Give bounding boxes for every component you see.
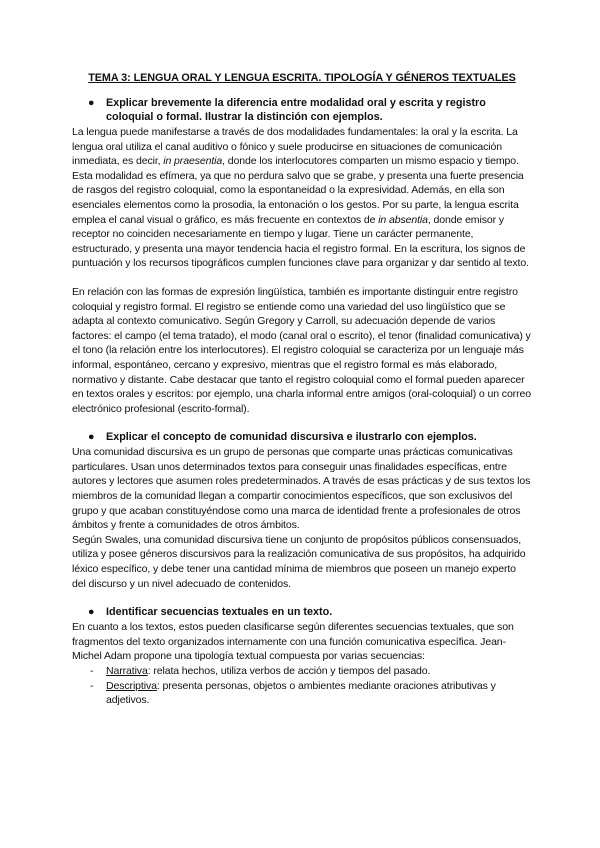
list-item — [72, 664, 532, 679]
section-2-paragraph-2: Según Swales, una comunidad discursiva tiene un conjunto de propósitos públicos consensuados, utiliza y posee géneros discursivos para la realización comunicativa de sus propósitos, ha adquirido léxico específico, y debe tener una cantidad mínima de miembros que poseen un manejo experto del discurso y un nivel adecuado de contenidos. — [72, 533, 526, 590]
page-title: TEMA 3: LENGUA ORAL Y LENGUA ESCRITA. TIPOLOGÍA Y GÉNEROS TEXTUALES — [88, 72, 516, 84]
section-3-paragraph-1: En cuanto a los textos, estos pueden clasificarse según diferentes secuencias textuales, que son fragmentos del texto organizados internamente con una función comunicativa específica. Jean-Michel Adam propone una tipología textual compuesta por varias secuencias: — [72, 621, 514, 663]
list-item-desc: : relata hechos, utiliza verbos de acción y tiempos del pasado. — [147, 665, 431, 677]
document-page — [72, 72, 532, 708]
section-3-heading — [72, 605, 532, 619]
bullet-icon: ● — [88, 431, 95, 444]
list-item-desc: : presenta personas, objetos o ambientes mediante oraciones atributivas y adjetivos. — [106, 679, 496, 707]
bullet-icon: ● — [88, 606, 95, 619]
list-item — [72, 679, 532, 708]
section-1-paragraph-2: En relación con las formas de expresión lingüística, también es importante distinguir entre registro coloquial y registro formal. El registro se entiende como una variedad del uso lingüístico que se adapta al contexto comunicativo. Según Gregory y Carroll, su adecuación depende de varios factores: el campo (el tema tratado), el modo (canal oral o escrito), el tenor (finalidad comunicativa) y el tono (la relación entre los interlocutores). El registro coloquial se caracteriza por un lenguaje más informal, espontáneo, cercano y expresivo, mientras que el registro formal es más elaborado, normativo y distante. Cabe destacar que tanto el registro coloquial como el formal pueden aparecer en textos orales y escritos: por ejemplo, una charla informal entre amigos (oral-coloquial) o un correo electrónico profesional (escrito-formal). — [72, 285, 531, 415]
dash-marker: - — [90, 665, 94, 677]
dash-marker: - — [90, 679, 94, 692]
section-2-heading-text: Explicar el concepto de comunidad discursiva e ilustrarlo con ejemplos. — [106, 431, 477, 444]
section-1-paragraph-1: La lengua puede manifestarse a través de dos modalidades fundamentales: la oral y la escrita. La lengua oral utiliza el canal auditivo o fónico y suele producirse en situaciones de comunicación inmediata, es decir, in praesentia, donde los interlocutores comparten un mismo espacio y tiempo. Esta modalidad es efímera, ya que no perdura salvo que se grabe, y presenta una fuerte presencia de rasgos del registro coloquial, como la espontaneidad o la expresividad. Además, en ella son esenciales elementos como la prosodia, la entonación o los gestos. Por su parte, la lengua escrita emplea el canal visual o gráfico, es más frecuente en contextos de in absentia, donde emisor y receptor no coinciden necesariamente en tiempo y lugar. Tiene un carácter permanente, estructurado, y presenta una mayor tendencia hacia el registro formal. En la escritura, los signos de puntuación y los recursos tipográficos cumplen funciones clave para organizar y dar sentido al texto. — [72, 126, 529, 270]
section-2-paragraph-1: Una comunidad discursiva es un grupo de personas que comparte unas prácticas comunicativas particulares. Usan unos determinados textos para conseguir unas finalidades específicas, entre autores y lectores que asumen roles predeterminados. A través de esas prácticas y de sus textos los miembros de la comunidad llegan a compartir conocimientos específicos, que son exclusivos del grupo y que acaban constituyéndose como una marca de identidad frente a profesionales de otros ámbitos y frente a comunidades de otros ámbitos. — [72, 446, 531, 532]
section-2-heading — [72, 430, 532, 444]
section-1-heading-text: Explicar brevemente la diferencia entre modalidad oral y escrita y registro coloquial o formal. Ilustrar la distinción con ejemplos. — [106, 97, 486, 123]
section-3-heading-text: Identificar secuencias textuales en un texto. — [106, 606, 333, 619]
bullet-icon: ● — [88, 97, 95, 109]
list-item-term: Descriptiva — [106, 679, 157, 692]
sequence-list — [72, 664, 532, 708]
section-1-heading — [72, 96, 532, 124]
list-item-term: Narrativa — [106, 665, 148, 677]
